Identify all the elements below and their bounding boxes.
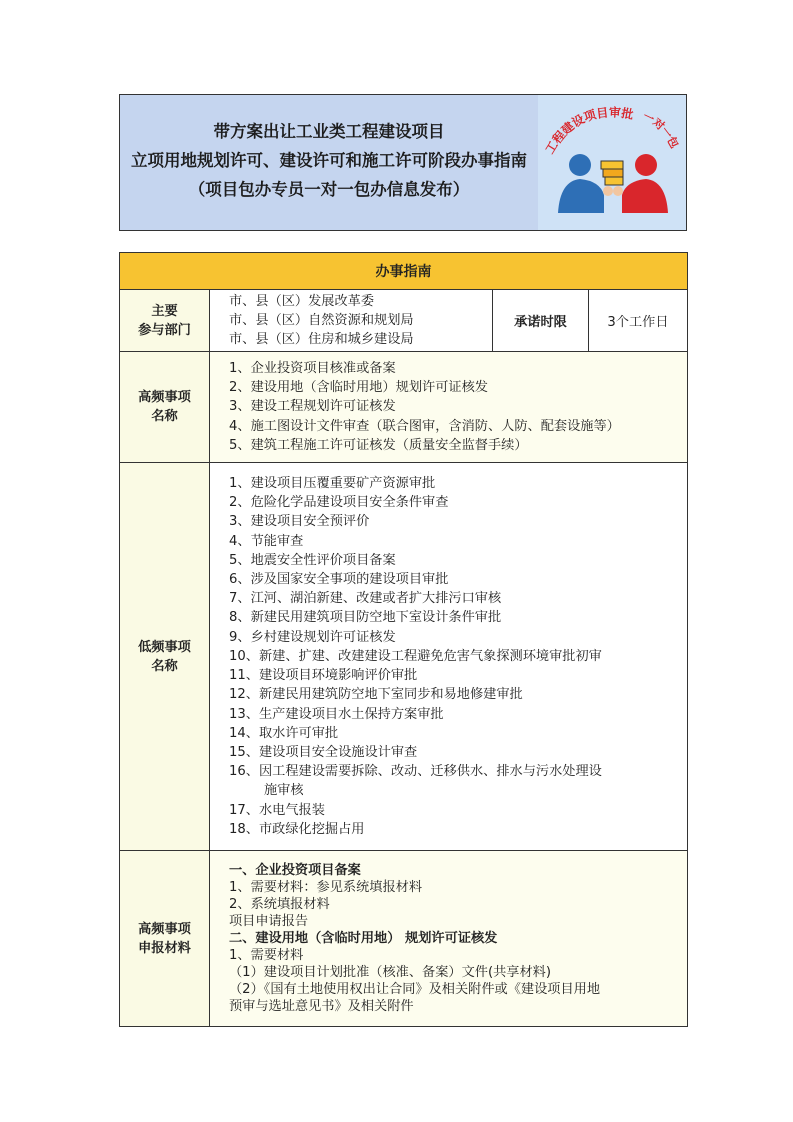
department-item: 市、县（区）住房和城乡建设局	[229, 332, 414, 347]
department-item: 市、县（区）自然资源和规划局	[229, 313, 414, 328]
svg-text:工程建设项目审批	[543, 104, 635, 156]
departments-list	[210, 290, 493, 352]
list-item: 10、新建、扩建、改建建设工程避免危害气象探测环境审批初审	[229, 648, 602, 664]
material-line: 2、系统填报材料	[229, 897, 330, 912]
low-freq-label: 低频事项 名称	[120, 463, 210, 851]
list-item: 12、新建民用建筑防空地下室同步和易地修建审批	[229, 687, 523, 703]
list-item: 1、企业投资项目核准或备案	[229, 360, 396, 376]
title-line-3: （项目包办专员一对一包办信息发布）	[188, 180, 470, 199]
promise-label: 承诺时限	[493, 290, 589, 352]
material-line: （1）建设项目计划批准（核准、备案）文件(共享材料)	[229, 965, 551, 980]
list-item: 15、建设项目安全设施设计审查	[229, 744, 418, 760]
material-line: 1、需要材料	[229, 948, 304, 963]
list-item-continued: 施审核	[264, 783, 304, 799]
promise-value: 3个工作日	[589, 290, 688, 352]
high-freq-label: 高频事项 名称	[120, 352, 210, 463]
list-item: 18、市政绿化挖掘占用	[229, 821, 365, 837]
list-item: 8、新建民用建筑项目防空地下室设计条件审批	[229, 610, 502, 626]
material-line: 1、需要材料：参见系统填报材料	[229, 880, 423, 895]
materials-label: 高频事项 申报材料	[120, 851, 210, 1027]
list-item: 1、建设项目压覆重要矿产资源审批	[229, 476, 436, 492]
materials-content	[210, 851, 688, 1027]
logo-subtext: 一对一包	[640, 109, 682, 151]
list-item: 7、江河、湖泊新建、改建或者扩大排污口审核	[229, 591, 502, 607]
department-item: 市、县（区）发展改革委	[229, 294, 375, 309]
material-line: 预审与选址意见书》及相关附件	[229, 999, 414, 1014]
section-heading: 办事指南	[120, 253, 688, 290]
list-item: 9、乡村建设规划许可证核发	[229, 629, 396, 645]
material-line: （2）《国有土地使用权出让合同》及相关附件或《建设项目用地	[229, 982, 601, 997]
page-title	[120, 117, 538, 204]
list-item: 11、建设项目环境影响评价审批	[229, 668, 418, 684]
title-line-1: 带方案出让工业类工程建设项目	[213, 122, 445, 141]
list-item: 2、危险化学品建设项目安全条件审查	[229, 495, 449, 511]
list-item: 14、取水许可审批	[229, 725, 339, 741]
list-item: 5、建筑工程施工许可证核发（质量安全监督手续）	[229, 437, 528, 453]
list-item: 16、因工程建设需要拆除、改动、迁移供水、排水与污水处理设	[229, 764, 602, 780]
section-title: 一、企业投资项目备案	[229, 863, 361, 878]
material-line: 项目申请报告	[229, 914, 309, 929]
guide-header	[119, 94, 687, 231]
list-item: 13、生产建设项目水土保持方案审批	[229, 706, 444, 722]
list-item: 3、建设工程规划许可证核发	[229, 399, 396, 415]
low-freq-list	[210, 463, 688, 851]
handshake-icon	[538, 95, 686, 230]
list-item: 2、建设用地（含临时用地）规划许可证核发	[229, 380, 488, 396]
list-item: 6、涉及国家安全事项的建设项目审批	[229, 572, 449, 588]
logo-text: 工程建设项目审批	[542, 105, 635, 157]
departments-label: 主要 参与部门	[120, 290, 210, 352]
header-illustration	[538, 95, 686, 230]
title-line-2: 立项用地规划许可、建设许可和施工许可阶段办事指南	[131, 151, 527, 170]
list-item: 4、施工图设计文件审查（联合图审，含消防、人防、配套设施等）	[229, 418, 620, 434]
list-item: 3、建设项目安全预评价	[229, 514, 370, 530]
guide-table	[119, 252, 688, 1027]
high-freq-list	[210, 352, 688, 463]
section-title: 二、建设用地（含临时用地） 规划许可证核发	[229, 931, 498, 946]
list-item: 5、地震安全性评价项目备案	[229, 552, 396, 568]
list-item: 4、节能审查	[229, 533, 304, 549]
list-item: 17、水电气报装	[229, 802, 325, 818]
